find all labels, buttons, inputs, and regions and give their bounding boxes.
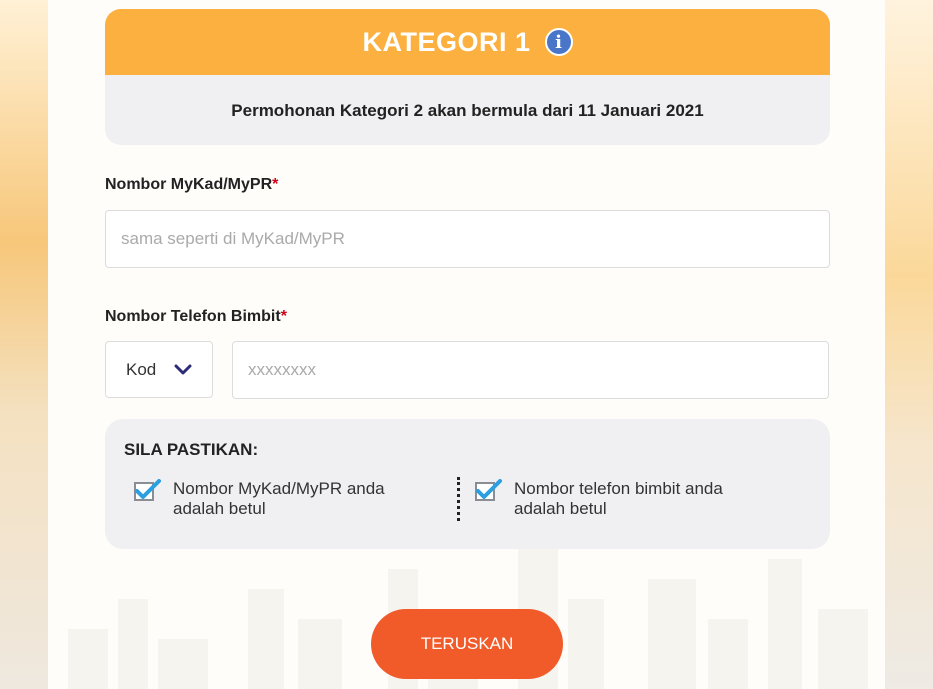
category-header (105, 9, 830, 75)
category-note: Permohonan Kategori 2 akan bermula dari 11 Januari 2021 (231, 101, 704, 120)
phone-label (105, 308, 287, 326)
confirm-mykad-text: Nombor MyKad/MyPR anda adalah betul (173, 479, 385, 518)
category-card (105, 9, 830, 145)
background-right (885, 0, 933, 689)
required-mark: * (280, 308, 287, 325)
checkbox-checked-icon[interactable] (474, 479, 502, 503)
confirmation-title: SILA PASTIKAN: (124, 440, 259, 459)
country-code-value: Kod (126, 359, 157, 379)
country-code-select[interactable] (105, 341, 213, 398)
phone-label-text: Nombor Telefon Bimbit (105, 308, 281, 325)
info-icon[interactable]: i (545, 28, 573, 56)
confirm-mykad-item[interactable] (133, 479, 433, 519)
required-mark: * (272, 176, 279, 193)
mykad-label-text: Nombor MyKad/MyPR (105, 176, 273, 193)
confirm-phone-item[interactable] (474, 479, 774, 519)
mykad-label (105, 176, 278, 194)
checkbox-checked-icon[interactable] (133, 479, 161, 503)
divider (457, 477, 460, 521)
chevron-down-icon (174, 364, 192, 376)
phone-input[interactable] (232, 341, 829, 399)
background-left (0, 0, 48, 689)
confirmation-box (105, 419, 830, 549)
category-title: KATEGORI 1 (362, 26, 531, 57)
confirm-phone-text: Nombor telefon bimbit anda adalah betul (514, 479, 723, 518)
submit-button[interactable]: TERUSKAN (371, 609, 563, 679)
mykad-input[interactable] (105, 210, 830, 268)
